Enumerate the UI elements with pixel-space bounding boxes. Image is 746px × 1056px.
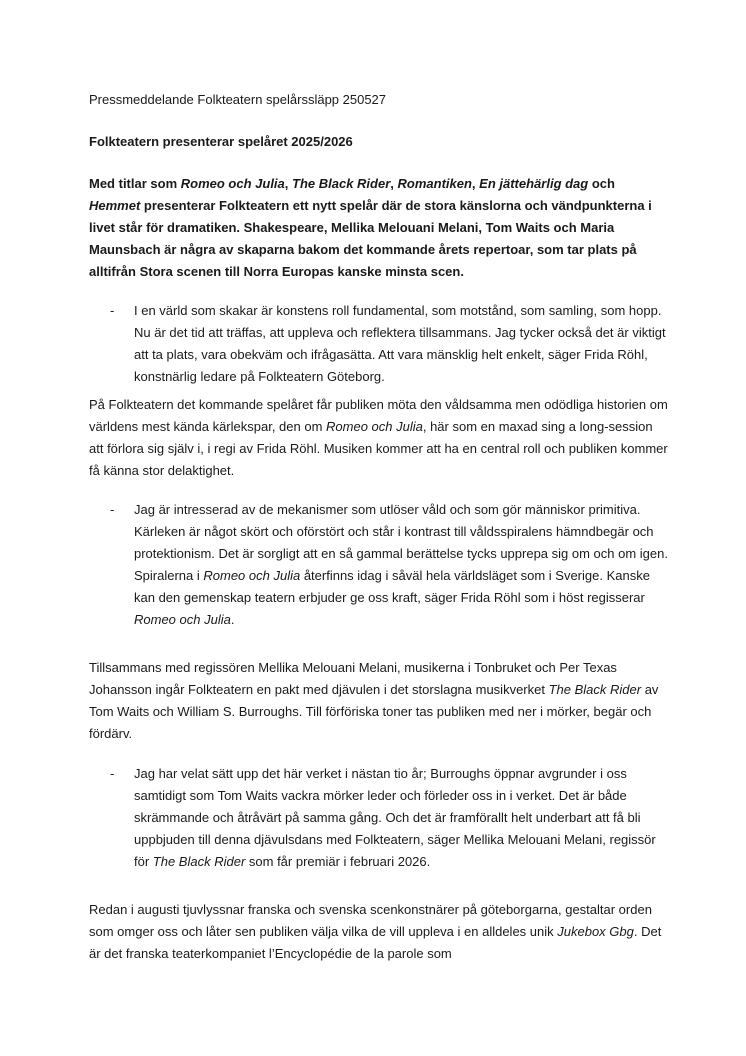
press-release-header: Pressmeddelande Folkteatern spelårssläpp 250527 bbox=[89, 92, 387, 107]
text-run: , bbox=[390, 176, 398, 191]
text-run: I en värld som skakar är konstens roll fundamental, som motstånd, som samling, som hopp. Nu är det tid att träffas, att uppleva och reflektera tillsammans. Jag tycker också det är viktigt att ta plats, vara obekväm och ifrågasätta. Att vara mänsklig helt enkelt, säger Frida Röhl, konstnärlig ledare på Folkteatern Göteborg. bbox=[134, 303, 666, 384]
text-run: av Tom Waits och William S. Burroughs. Till förföriska toner tas publiken med ner i mörker, begär och fördärv. bbox=[89, 682, 659, 741]
italic-title-run: Romeo och Julia bbox=[180, 176, 285, 191]
paragraph-black-rider bbox=[89, 657, 669, 745]
text-run: presenterar Folkteatern ett nytt spelår där de stora känslorna och vändpunkterna i livet står för dramatiken. Shakespeare, Mellika Melouani Melani, Tom Waits och Maria Maunsbach är några av skaparna bakom det kommande årets repertoar, som tar plats på alltifrån Stora scenen till Norra Europas kanske minsta scen. bbox=[89, 198, 652, 279]
quote-text bbox=[134, 300, 670, 388]
text-run: Redan i augusti tjuvlyssnar franska och svenska scenkonstnärer på göteborgarna, gestaltar orden som omger oss och låter sen publiken välja vilka de vill uppleva i en alldeles unik bbox=[89, 902, 652, 939]
text-run: , här som en maxad sing a long-session att förlora sig själv i, i regi av Frida Röhl. Musiken kommer att ha en central roll och publiken kommer få känna stor delaktighet. bbox=[89, 419, 668, 478]
quote-text bbox=[134, 763, 670, 873]
text-run: , bbox=[471, 176, 480, 191]
italic-title-run: Hemmet bbox=[89, 198, 141, 213]
text-run: återfinns idag i såväl hela världsläget som i Sverige. Kanske kan den gemenskap teatern erbjuder ge oss kraft, säger Frida Röhl som i höst regisserar bbox=[134, 568, 650, 605]
document-title: Folkteatern presenterar spelåret 2025/2026 bbox=[89, 134, 353, 149]
italic-title-run: The Black Rider bbox=[548, 682, 642, 697]
quote-text bbox=[134, 499, 670, 631]
text-run: Med titlar som bbox=[89, 176, 181, 191]
italic-title-run: Jukebox Gbg bbox=[557, 924, 634, 939]
text-run: och bbox=[588, 176, 615, 191]
paragraph-jukebox bbox=[89, 899, 669, 965]
italic-title-run: Romeo och Julia bbox=[134, 612, 231, 627]
quote-dash: - bbox=[110, 502, 115, 517]
lead-paragraph bbox=[89, 173, 669, 283]
text-run: som får premiär i februari 2026. bbox=[245, 854, 431, 869]
italic-title-run: En jättehärlig dag bbox=[479, 176, 589, 191]
text-run: . bbox=[230, 612, 235, 627]
italic-title-run: Romeo och Julia bbox=[203, 568, 301, 583]
text-run: Jag är intresserad av de mekanismer som utlöser våld och som gör människor primitiva. Kärleken är något skört och oförstört och står i kontrast till våldsspiralens hämndbegär och protektionism. Det är sorgligt att en så gammal berättelse tycks upprepa sig om och om igen. Spiralerna i bbox=[134, 502, 668, 583]
italic-title-run: The Black Rider bbox=[152, 854, 246, 869]
text-run: Tillsammans med regissören Mellika Melouani Melani, musikerna i Tonbruket och Per Texas Johansson ingår Folkteatern en pakt med djävulen i det storslagna musikverket bbox=[89, 660, 617, 697]
paragraph-romeo-julia bbox=[89, 394, 669, 482]
text-run: På Folkteatern det kommande spelåret får publiken möta den våldsamma men odödliga historien om världens mest kända kärlekspar, den om bbox=[89, 397, 668, 434]
italic-title-run: Romantiken bbox=[397, 176, 472, 191]
text-run: . Det är det franska teaterkompaniet l’Encyclopédie de la parole som bbox=[89, 924, 662, 961]
text-run: Jag har velat sätt upp det här verket i nästan tio år; Burroughs öppnar avgrunder i oss samtidigt som Tom Waits vackra mörker leder och förleder oss in i verket. Det är både skrämmande och åtråvärt på samma gång. Och det är framförallt helt underbart att få bli uppbjuden till denna djävulsdans med Folkteatern, säger Mellika Melouani Melani, regissör för bbox=[134, 766, 656, 869]
quote-dash: - bbox=[110, 303, 115, 318]
italic-title-run: Romeo och Julia bbox=[326, 419, 423, 434]
text-run: , bbox=[284, 176, 293, 191]
italic-title-run: The Black Rider bbox=[292, 176, 391, 191]
quote-dash: - bbox=[110, 766, 115, 781]
